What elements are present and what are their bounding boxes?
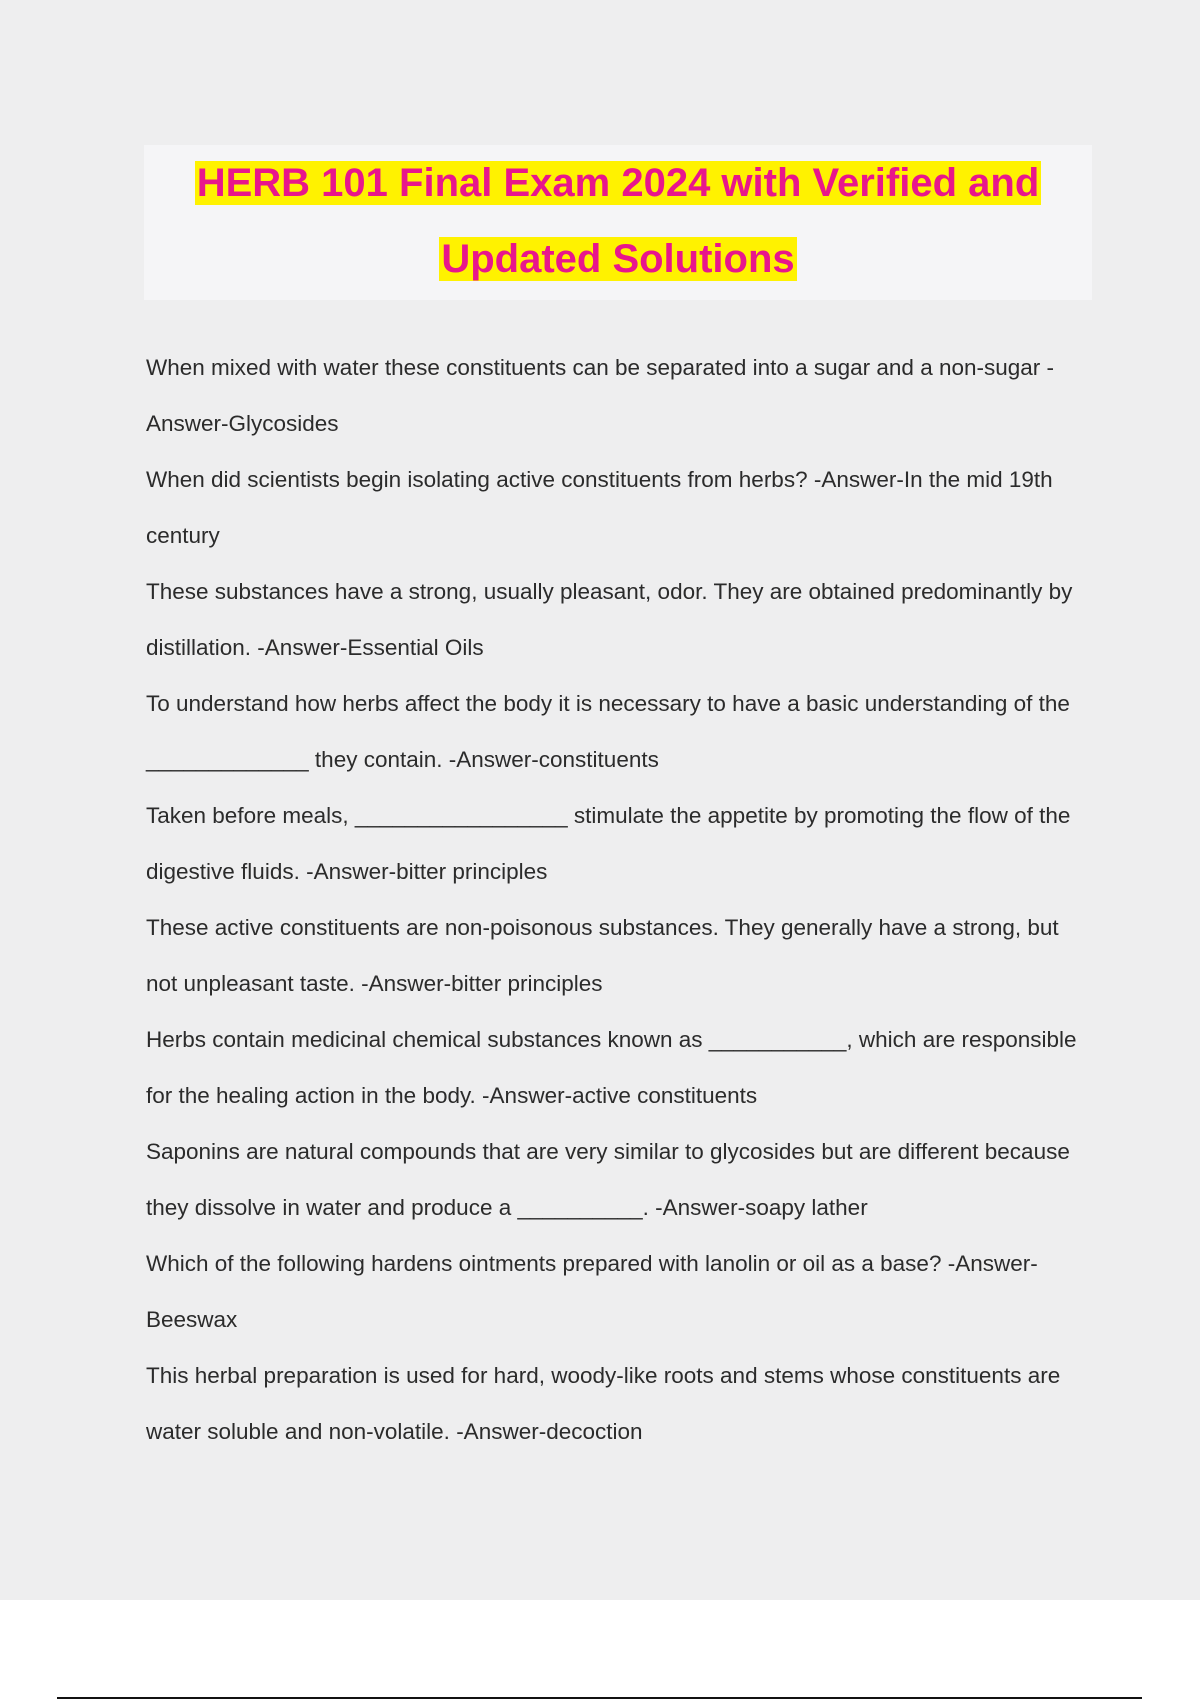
title-block [144, 145, 1092, 300]
qa-entry: Which of the following hardens ointments prepared with lanolin or oil as a base? -Answer-Beeswax [146, 1251, 1038, 1332]
qa-entry: Saponins are natural compounds that are very similar to glycosides but are different because they dissolve in water and produce a __________. -Answer-soapy lather [146, 1139, 1070, 1220]
qa-list [146, 340, 1096, 1460]
page-title-text-1: HERB 101 Final Exam 2024 with Verified and [196, 161, 1040, 205]
footer-divider [57, 1697, 1142, 1699]
qa-entry: Taken before meals, _________________ stimulate the appetite by promoting the flow of the digestive fluids. -Answer-bitter principles [146, 803, 1071, 884]
qa-entry: These substances have a strong, usually pleasant, odor. They are obtained predominantly by distillation. -Answer-Essential Oils [146, 579, 1073, 660]
qa-entry: To understand how herbs affect the body it is necessary to have a basic understanding of the _____________ they contain. -Answer-constituents [146, 691, 1070, 772]
page-title-line-2 [144, 221, 1092, 297]
qa-entry: These active constituents are non-poisonous substances. They generally have a strong, but not unpleasant taste. -Answer-bitter principles [146, 915, 1059, 996]
qa-entry: Herbs contain medicinal chemical substances known as ___________, which are responsible for the healing action in the body. -Answer-active constituents [146, 1027, 1077, 1108]
qa-entry: This herbal preparation is used for hard, woody-like roots and stems whose constituents are water soluble and non-volatile. -Answer-decoction [146, 1363, 1061, 1444]
page-title-text-2: Updated Solutions [441, 237, 795, 281]
qa-entry: When did scientists begin isolating active constituents from herbs? -Answer-In the mid 19th century [146, 467, 1053, 548]
qa-entry: When mixed with water these constituents can be separated into a sugar and a non-sugar -Answer-Glycosides [146, 355, 1055, 436]
page-title-line-1 [144, 145, 1092, 221]
